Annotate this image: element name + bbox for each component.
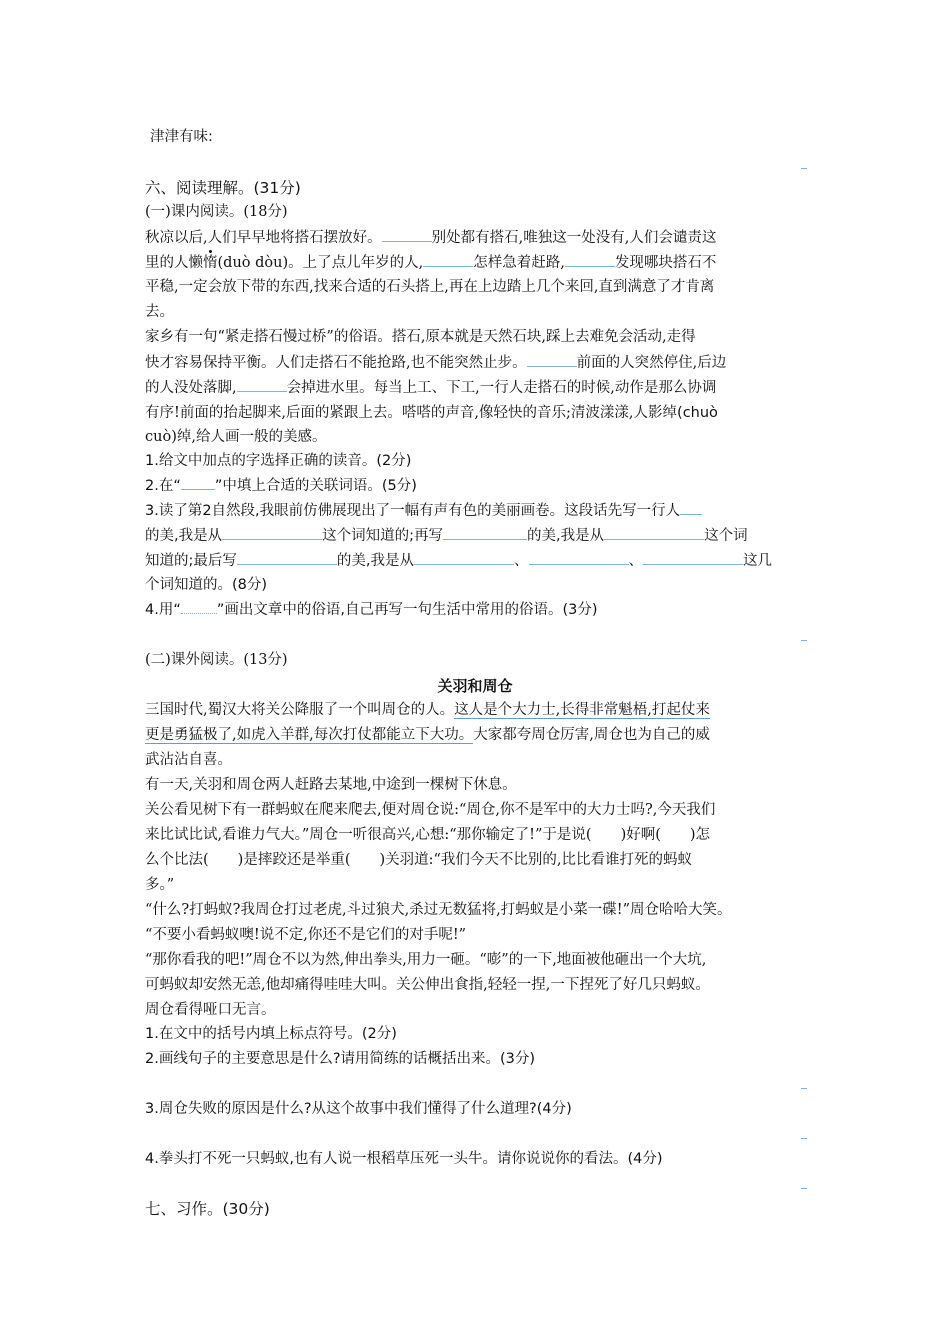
fill-blank[interactable] bbox=[643, 550, 743, 565]
text-run: 大家都夸周仓厉害,周仓也为自己的威 bbox=[473, 727, 710, 743]
story-line: “不要小看蚂蚁噢!说不定,你还不是它们的对手呢!” bbox=[145, 927, 467, 943]
question-4 bbox=[145, 600, 810, 620]
fill-blank[interactable] bbox=[414, 550, 514, 565]
part2-question-1: 1.在文中的括号内填上标点符号。(2分) bbox=[145, 1026, 397, 1042]
text-run: 知道的;最后写 bbox=[145, 553, 237, 569]
fill-blank[interactable] bbox=[604, 525, 704, 540]
story-line: 周仓看得哑口无言。 bbox=[145, 1002, 276, 1018]
text-run: 、 bbox=[628, 553, 643, 569]
text-run: 秋凉以后,人们早早地将搭石摆放好。 bbox=[145, 230, 382, 246]
question-3-line: 个词知道的。(8分) bbox=[145, 577, 268, 593]
passage1-line bbox=[145, 403, 810, 423]
passage1-line bbox=[145, 227, 810, 248]
story-line: “那你看我的吧!”周仓不以为然,伸出拳头,用力一砸。“嘭”的一下,地面被他砸出一个大坑, bbox=[145, 952, 707, 968]
passage1-line bbox=[145, 252, 810, 273]
fill-blank[interactable] bbox=[237, 550, 337, 565]
text-run: 2.在“ bbox=[145, 478, 181, 494]
text-run: 3.读了第2自然段,我眼前仿佛展现出了一幅有声有色的美丽画卷。这段话先写一行人 bbox=[145, 503, 681, 519]
fill-blank[interactable] bbox=[237, 377, 287, 392]
fill-blank[interactable] bbox=[443, 525, 527, 540]
part1-heading: (一)课内阅读。(18分) bbox=[145, 204, 288, 220]
text-run: 别处都有搭石,唯独这一处没有,人们会谴责这 bbox=[431, 230, 717, 246]
text-run: (duò dòu)。上了点儿年岁的人, bbox=[217, 255, 424, 271]
text-run: 三国时代,蜀汉大将关公降服了一个叫周仓的人。 bbox=[145, 702, 455, 718]
part2-question-3: 3.周仓失败的原因是什么?从这个故事中我们懂得了什么道理?(4分) bbox=[145, 1101, 572, 1117]
answer-line-mark bbox=[801, 1188, 807, 1189]
question-1: 1.给文中加点的字选择正确的读音。(2分) bbox=[145, 453, 412, 469]
passage1-line: 平稳,一定会放下带的东西,找来合适的石头搭上,再在上边踏上几个来回,直到满意了才肯离 bbox=[145, 279, 715, 295]
story-line: 多。” bbox=[145, 877, 175, 893]
story-line: 有一天,关羽和周仓两人赶路去某地,中途到一棵树下休息。 bbox=[145, 777, 517, 793]
fill-blank[interactable] bbox=[680, 500, 702, 515]
text-run: 的美,我是从 bbox=[527, 528, 605, 544]
passage1-line bbox=[145, 352, 810, 373]
passage1-line: 家乡有一句“紧走搭石慢过桥”的俗语。搭石,原本就是天然石块,踩上去难免会活动,走得 bbox=[145, 329, 696, 345]
question-3 bbox=[145, 500, 810, 521]
answer-line-mark bbox=[801, 1088, 807, 1089]
text-run: 里的人懒 bbox=[145, 255, 203, 271]
fill-blank[interactable] bbox=[382, 227, 432, 242]
text-run: 4.用“ bbox=[145, 602, 181, 618]
passage1-line: 去。 bbox=[145, 304, 174, 320]
text-run: 前面的人突然停住,后边 bbox=[576, 355, 727, 371]
fill-blank[interactable] bbox=[527, 352, 577, 367]
story-line: 武沾沾自喜。 bbox=[145, 752, 232, 768]
text-run: 的美,我是从 bbox=[336, 553, 414, 569]
text-run: 快才容易保持平衡。人们走搭石不能抢路,也不能突然止步。 bbox=[145, 355, 527, 371]
part2-heading: (二)课外阅读。(13分) bbox=[145, 652, 288, 668]
wavy-underline-sample bbox=[181, 601, 217, 614]
fill-blank[interactable] bbox=[423, 252, 473, 267]
story-line: “什么?打蚂蚁?我周仓打过老虎,斗过狼犬,杀过无数猛将,打蚂蚁是小菜一碟!”周仓哈哈大笑。 bbox=[145, 902, 732, 918]
text-run: 这几 bbox=[743, 553, 772, 569]
dotted-char: 惰 bbox=[203, 255, 218, 271]
answer-line-mark bbox=[801, 1138, 807, 1139]
text-run: 怎样急着赶路, bbox=[473, 255, 565, 271]
underlined-sentence: 更是勇猛极了,如虎入羊群,每次打仗都能立下大功。 bbox=[145, 727, 474, 743]
story-line bbox=[145, 700, 810, 720]
answer-line-mark bbox=[801, 640, 807, 641]
text-run: 发现哪块搭石不 bbox=[614, 255, 717, 271]
question-2 bbox=[145, 475, 810, 496]
fill-blank[interactable] bbox=[565, 252, 615, 267]
text-run: 有序!前面的抬起脚来,后面的紧跟上去。嗒嗒的声音,像轻快的音乐;清波漾漾,人影绰 bbox=[145, 405, 678, 421]
story-title: 关羽和周仓 bbox=[437, 677, 513, 695]
fill-blank[interactable] bbox=[222, 525, 322, 540]
section7-heading: 七、习作。(30分) bbox=[145, 1200, 270, 1218]
text-run: 这个词知道的;再写 bbox=[322, 528, 443, 544]
part2-question-2: 2.画线句子的主要意思是什么?请用简练的话概括出来。(3分) bbox=[145, 1051, 536, 1067]
text-run: ”画出文章中的俗语,自己再写一句生活中常用的俗语。(3分) bbox=[216, 602, 598, 618]
section6-heading: 六、阅读理解。(31分) bbox=[145, 179, 301, 197]
story-line bbox=[145, 725, 810, 745]
story-line: 可蚂蚁却安然无恙,他却痛得哇哇大叫。关公伸出食指,轻轻一捏,一下捏死了好几只蚂蚁。 bbox=[145, 977, 710, 993]
story-line: 来比试比试,看谁力气大。”周仓一听很高兴,心想:“那你输定了!”于是说( )好啊( )怎 bbox=[145, 827, 711, 843]
answer-line-mark bbox=[801, 168, 807, 169]
text-run: 会掉进水里。每当上工、下工,一行人走搭石的时候,动作是那么协调 bbox=[286, 380, 717, 396]
question-3-line bbox=[145, 525, 810, 546]
story-line: 么个比法( )是摔跤还是举重( )关羽道:“我们今天不比别的,比比看谁打死的蚂蚁 bbox=[145, 852, 693, 868]
underlined-sentence: 这人是个大力士,长得非常魁梧,打起仗来 bbox=[454, 702, 710, 718]
text-run: 的人没处落脚, bbox=[145, 380, 237, 396]
passage1-line bbox=[145, 377, 810, 398]
text-run: 这个词 bbox=[704, 528, 748, 544]
fill-blank[interactable] bbox=[181, 475, 215, 490]
fill-blank[interactable] bbox=[529, 550, 629, 565]
passage1-line: cuò)绰,给人画一般的美感。 bbox=[145, 429, 327, 445]
part2-question-4: 4.拳头打不死一只蚂蚁,也有人说一根稻草压死一头牛。请你说说你的看法。(4分) bbox=[145, 1151, 663, 1167]
story-line: 关公看见树下有一群蚂蚁在爬来爬去,便对周仓说:“周仓,你不是军中的大力士吗?,今天我们 bbox=[145, 802, 716, 818]
text-run: (chuò bbox=[677, 405, 718, 421]
intro-tail: 津津有味: bbox=[150, 129, 213, 145]
question-3-line bbox=[145, 550, 810, 571]
text-run: 、 bbox=[514, 553, 529, 569]
text-run: ”中填上合适的关联词语。(5分) bbox=[214, 478, 417, 494]
text-run: 的美,我是从 bbox=[145, 528, 223, 544]
